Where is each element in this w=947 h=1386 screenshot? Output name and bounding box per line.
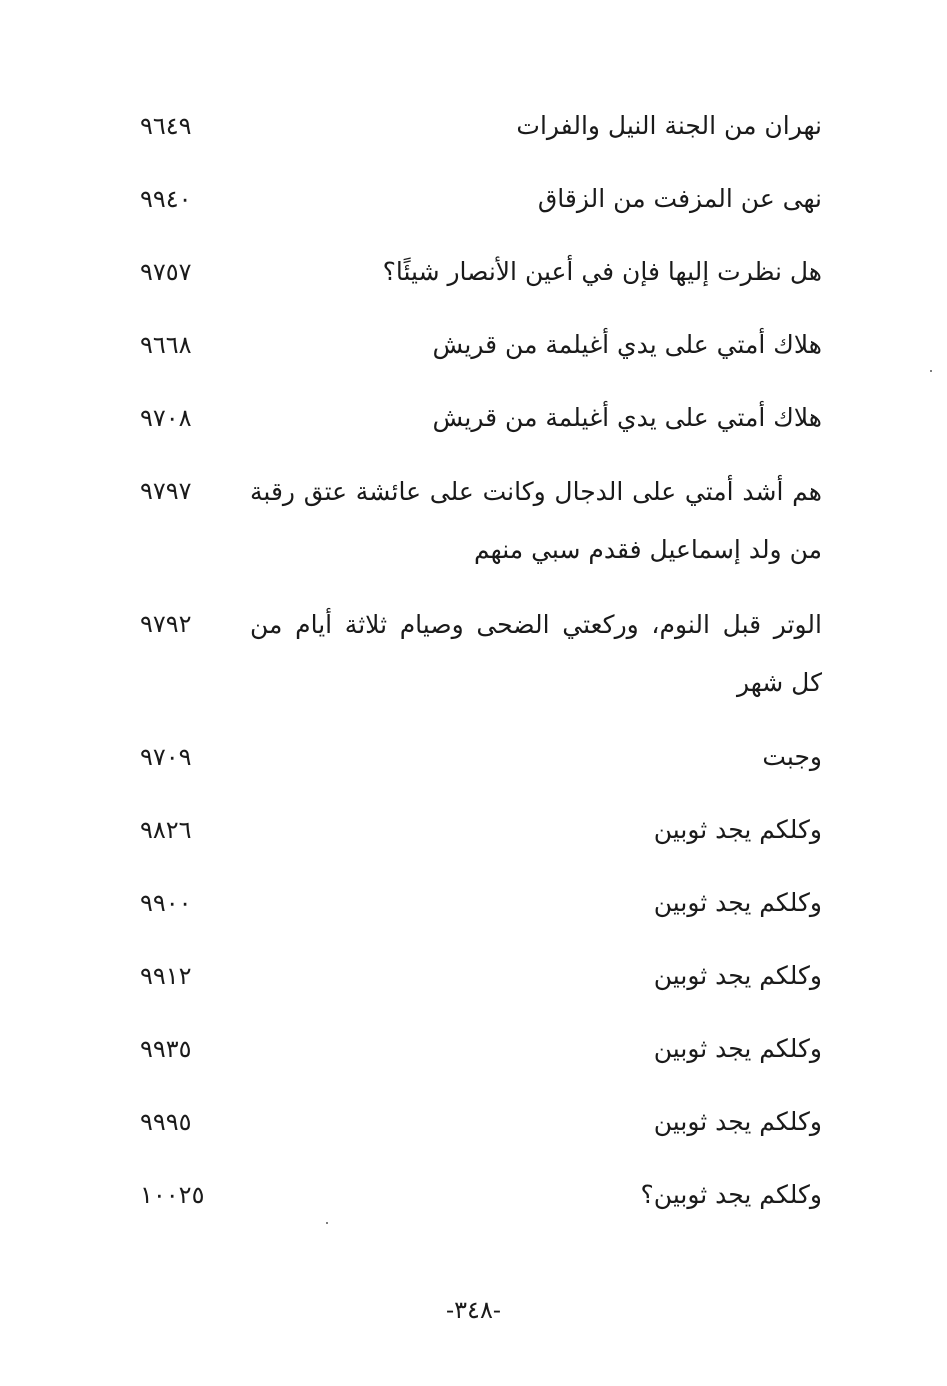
- entry-number: ٩٧٠٩: [140, 743, 192, 771]
- index-entry: [140, 1094, 822, 1150]
- entry-number: ٩٧٥٧: [140, 258, 192, 286]
- entry-number: ٩٩٠٠: [140, 889, 192, 917]
- entry-text: هلاك أمتي على يدي أغيلمة من قريش: [432, 403, 822, 432]
- index-entry: [140, 244, 822, 300]
- entry-number: ٩٦٦٨: [140, 331, 192, 359]
- index-entry: [140, 729, 822, 785]
- entry-number: ١٠٠٢٥: [140, 1181, 205, 1209]
- index-entry: [140, 802, 822, 858]
- entry-text: الوتر قبل النوم، وركعتي الضحى وصيام ثلاثة أيام من كل شهر: [250, 610, 822, 697]
- entry-text: نهى عن المزفت من الزقاق: [537, 184, 822, 213]
- index-entry: [140, 171, 822, 227]
- index-entry: [140, 463, 822, 579]
- entry-text: هم أشد أمتي على الدجال وكانت على عائشة عتق رقبة من ولد إسماعيل فقدم سبي منهم: [250, 477, 822, 564]
- entry-text: وكلكم يجد ثوبين؟: [640, 1180, 822, 1209]
- index-entry: [140, 1167, 822, 1223]
- index-entry: [140, 317, 822, 373]
- entry-number: ٩٨٢٦: [140, 816, 192, 844]
- scan-speck: [930, 370, 932, 372]
- entry-text: هل نظرت إليها فإن في أعين الأنصار شيئًا؟: [382, 257, 822, 286]
- entry-number: ٩٧٩٧: [140, 477, 192, 505]
- page-number: -٣٤٨-: [446, 1296, 501, 1324]
- index-entry: [140, 390, 822, 446]
- entry-text: وكلكم يجد ثوبين: [653, 888, 822, 917]
- index-entry: [140, 948, 822, 1004]
- entry-number: ٩٩٩٥: [140, 1108, 192, 1136]
- entry-text: وكلكم يجد ثوبين: [653, 961, 822, 990]
- entry-text: وكلكم يجد ثوبين: [653, 1034, 822, 1063]
- index-entry: [140, 98, 822, 154]
- entry-text: هلاك أمتي على يدي أغيلمة من قريش: [432, 330, 822, 359]
- hadith-index-list: [140, 98, 822, 1240]
- index-entry: [140, 1021, 822, 1077]
- entry-number: ٩٧٠٨: [140, 404, 192, 432]
- entry-text: نهران من الجنة النيل والفرات: [516, 111, 822, 140]
- entry-text: وجبت: [762, 742, 822, 771]
- entry-number: ٩٧٩٢: [140, 610, 192, 638]
- index-entry: [140, 875, 822, 931]
- entry-number: ٩٩٤٠: [140, 185, 192, 213]
- entry-text: وكلكم يجد ثوبين: [653, 1107, 822, 1136]
- scan-speck: [326, 1222, 328, 1224]
- entry-number: ٩٦٤٩: [140, 112, 192, 140]
- entry-text: وكلكم يجد ثوبين: [653, 815, 822, 844]
- entry-number: ٩٩١٢: [140, 962, 192, 990]
- entry-number: ٩٩٣٥: [140, 1035, 192, 1063]
- index-entry: [140, 596, 822, 712]
